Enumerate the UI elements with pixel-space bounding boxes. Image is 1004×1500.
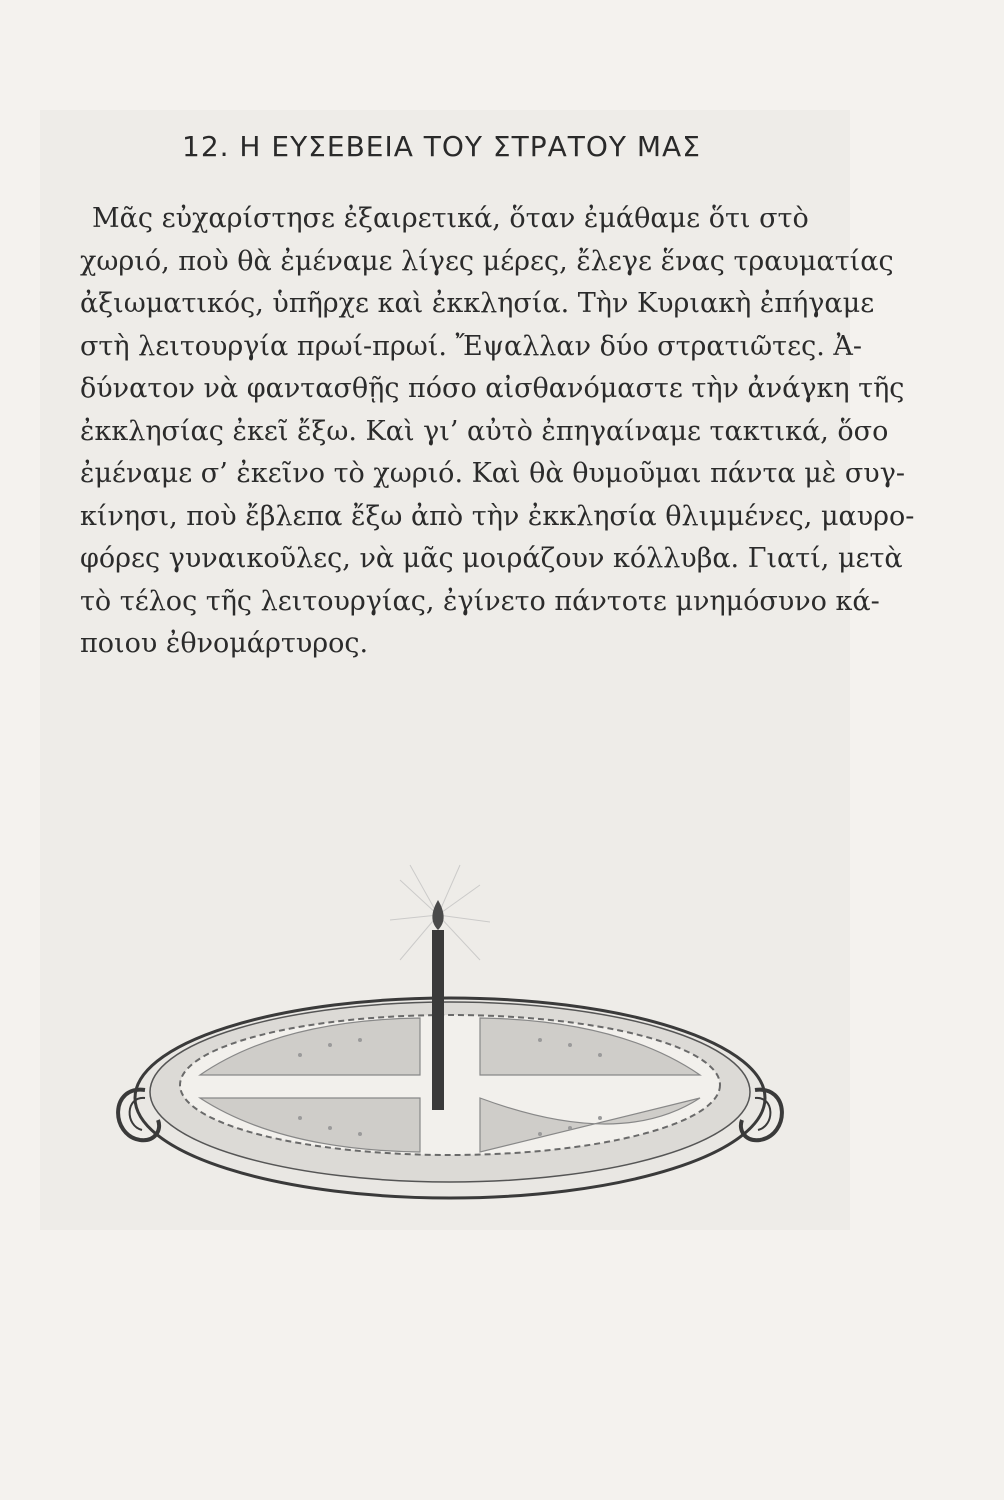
text-line: κίνησι, ποὺ ἔβλεπα ἔξω ἀπὸ τὴν ἐκκλησία θλιμμένες, μαυρο- xyxy=(80,500,915,532)
kollyva-tray-with-candle-icon xyxy=(100,860,800,1220)
text-line: τὸ τέλος τῆς λειτουργίας, ἐγίνετο πάντοτε μνημόσυνο κά- xyxy=(80,585,880,617)
text-line: χωριό, ποὺ θὰ ἐμέναμε λίγες μέρες, ἔλεγε ἕνας τραυματίας xyxy=(80,245,894,277)
text-line: ἐκκλησίας ἐκεῖ ἔξω. Καὶ γι’ αὐτὸ ἐπηγαίναμε τακτικά, ὅσο xyxy=(80,415,889,447)
text-line: ποιου ἐθνομάρτυρος. xyxy=(80,628,369,659)
text-line: Μᾶς εὐχαρίστησε ἐξαιρετικά, ὅταν ἐμάθαμε ὅτι στὸ xyxy=(92,203,809,234)
text-line: ἐμέναμε σ’ ἐκεῖνο τὸ χωριό. Καὶ θὰ θυμοῦμαι πάντα μὲ συγ- xyxy=(80,458,905,489)
text-line: στὴ λειτουργία πρωί-πρωί. Ἔψαλλαν δύο στρατιῶτες. Ἀ- xyxy=(80,330,862,362)
text-line: ἀξιωματικός, ὑπῆρχε καὶ ἐκκλησία. Τὴν Κυριακὴ ἐπήγαμε xyxy=(80,288,875,319)
text-line: δύνατον νὰ φαντασθῇς πόσο αἰσθανόμαστε τὴν ἀνάγκη τῆς xyxy=(80,373,905,404)
chapter-title: 12. Η ΕΥΣΕΒΕΙΑ ΤΟΥ ΣΤΡΑΤΟΥ ΜΑΣ xyxy=(182,130,701,163)
body-paragraph xyxy=(80,198,915,666)
text-line: φόρες γυναικοῦλες, νὰ μᾶς μοιράζουν κόλλυβα. Γιατί, μετὰ xyxy=(80,543,903,574)
